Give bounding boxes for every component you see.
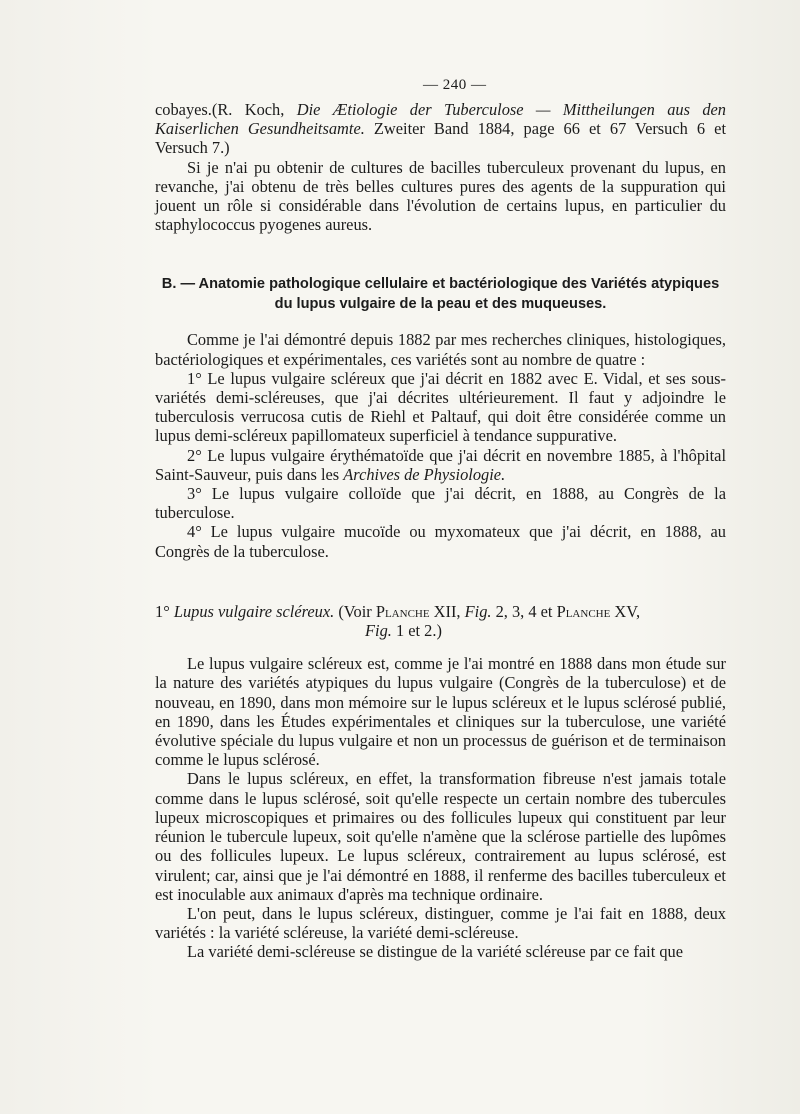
citation-author: cobayes.(R. Koch, [155, 100, 297, 119]
planche-number-2: XV, [610, 601, 641, 621]
paragraph-koch-citation [155, 100, 726, 158]
paragraph-intro-varieties: Comme je l'ai démontré depuis 1882 par mes recherches cliniques, histologiques, bactériologiques et expérimentales, ces variétés sont au nombre de quatre : [155, 330, 726, 369]
section-heading: B. — Anatomie pathologique cellulaire et bactériologique des Variétés atypiques du lupus vulgaire de la peau et des muqueuses. [161, 276, 720, 312]
subsection-number: 1° [155, 601, 174, 621]
page-content [155, 100, 726, 962]
page-number: — 240 — [423, 77, 487, 93]
paragraph-transformation: Dans le lupus scléreux, en effet, la transformation fibreuse n'est jamais totale comme dans le lupus sclérosé, soit qu'elle respecte un certain nombre des tubercules lupeux microscopiques et primaires ou des follicules lupeux qui constituent par leur réunion le tubercule lupeux, soit qu'elle n'amène que la sclérose partielle des lupômes ou des follicules lupeux. Le lupus scléreux, contrairement au lupus sclérosé, est virulent; car, ainsi que je l'ai démontré en 1888, il renferme des bacilles tuberculeux et est inoculable aux animaux d'après ma technique ordinaire. [155, 769, 726, 904]
paragraph-two-varieties: L'on peut, dans le lupus scléreux, distinguer, comme je l'ai fait en 1888, deux variétés : la variété scléreuse, la variété demi-scléreuse. [155, 903, 726, 943]
paragraph-variety-3: 3° Le lupus vulgaire colloïde que j'ai décrit, en 1888, au Congrès de la tuberculose. [155, 484, 726, 523]
fig-numbers: 2, 3, 4 et [491, 601, 557, 621]
citation-title: Die Ætiologie der Tuberculose — Mittheilungen aus den Kaiserlichen Gesundheitsamte. [155, 100, 727, 139]
variety-2-text: 2° Le lupus vulgaire érythématoïde que j'ai décrit en novembre 1885, à l'hôpital Saint-Sauveur, puis dans les [155, 445, 726, 484]
subsection-name: Lupus vulgaire scléreux. [173, 601, 335, 621]
paragraph-lupus-scleroux: Le lupus vulgaire scléreux est, comme je l'ai montré en 1888 dans mon étude sur la nature des variétés atypiques du lupus vulgaire (Congrès de la tuberculose) et de nouveau, en 1890, dans mon mémoire sur le lupus scléreux et le lupus sclérosé publié, en 1890, dans les Études expérimentales et cliniques sur la tuberculose, une variété évolutive spéciale du lupus vulgaire et non un processus de guérison et de terminaison comme le lupus sclérosé. [155, 654, 726, 770]
paragraph-demi-scleroux: La variété demi-scléreuse se distingue de la variété scléreuse par ce fait que [187, 942, 684, 962]
fig-label-2: Fig. [365, 621, 392, 641]
paragraph-cultures: Si je n'ai pu obtenir de cultures de bacilles tuberculeux provenant du lupus, en revanche, j'ai obtenu de très belles cultures pures des agents de la suppuration qui jouent un rôle si considérable dans l'évolution de certains lupus, en particulier du staphylococcus pyogenes aureus. [155, 157, 726, 235]
planche-number: XII, [429, 601, 465, 621]
paragraph-variety-4: 4° Le lupus vulgaire mucoïde ou myxomateux que j'ai décrit, en 1888, au Congrès de la tuberculose. [155, 522, 726, 561]
fig-label: Fig. [464, 601, 492, 621]
paragraph-variety-2 [155, 446, 726, 484]
subsection-ref-open: (Voir [334, 601, 376, 621]
subsection-ref-line2 [155, 621, 726, 640]
planche-label: Planche [375, 601, 430, 621]
planche-label-2: Planche [556, 601, 611, 621]
subsection-title [155, 602, 726, 640]
archives-title: Archives de Physiologie. [343, 464, 506, 484]
fig-numbers-2: 1 et 2.) [391, 621, 442, 641]
citation-details: Zweiter Band 1884, page 66 et 67 Versuch 6 et Versuch 7.) [155, 119, 726, 158]
paragraph-variety-1: 1° Le lupus vulgaire scléreux que j'ai décrit en 1882 avec E. Vidal, et ses sous-variétés demi-scléreuses, que j'ai décrites ultérieurement. Il faut y adjoindre le tuberculosis verrucosa cutis de Riehl et Paltauf, qui doit être considérée comme un lupus demi-scléreux papillomateux superficiel à tendance suppurative. [155, 368, 726, 446]
